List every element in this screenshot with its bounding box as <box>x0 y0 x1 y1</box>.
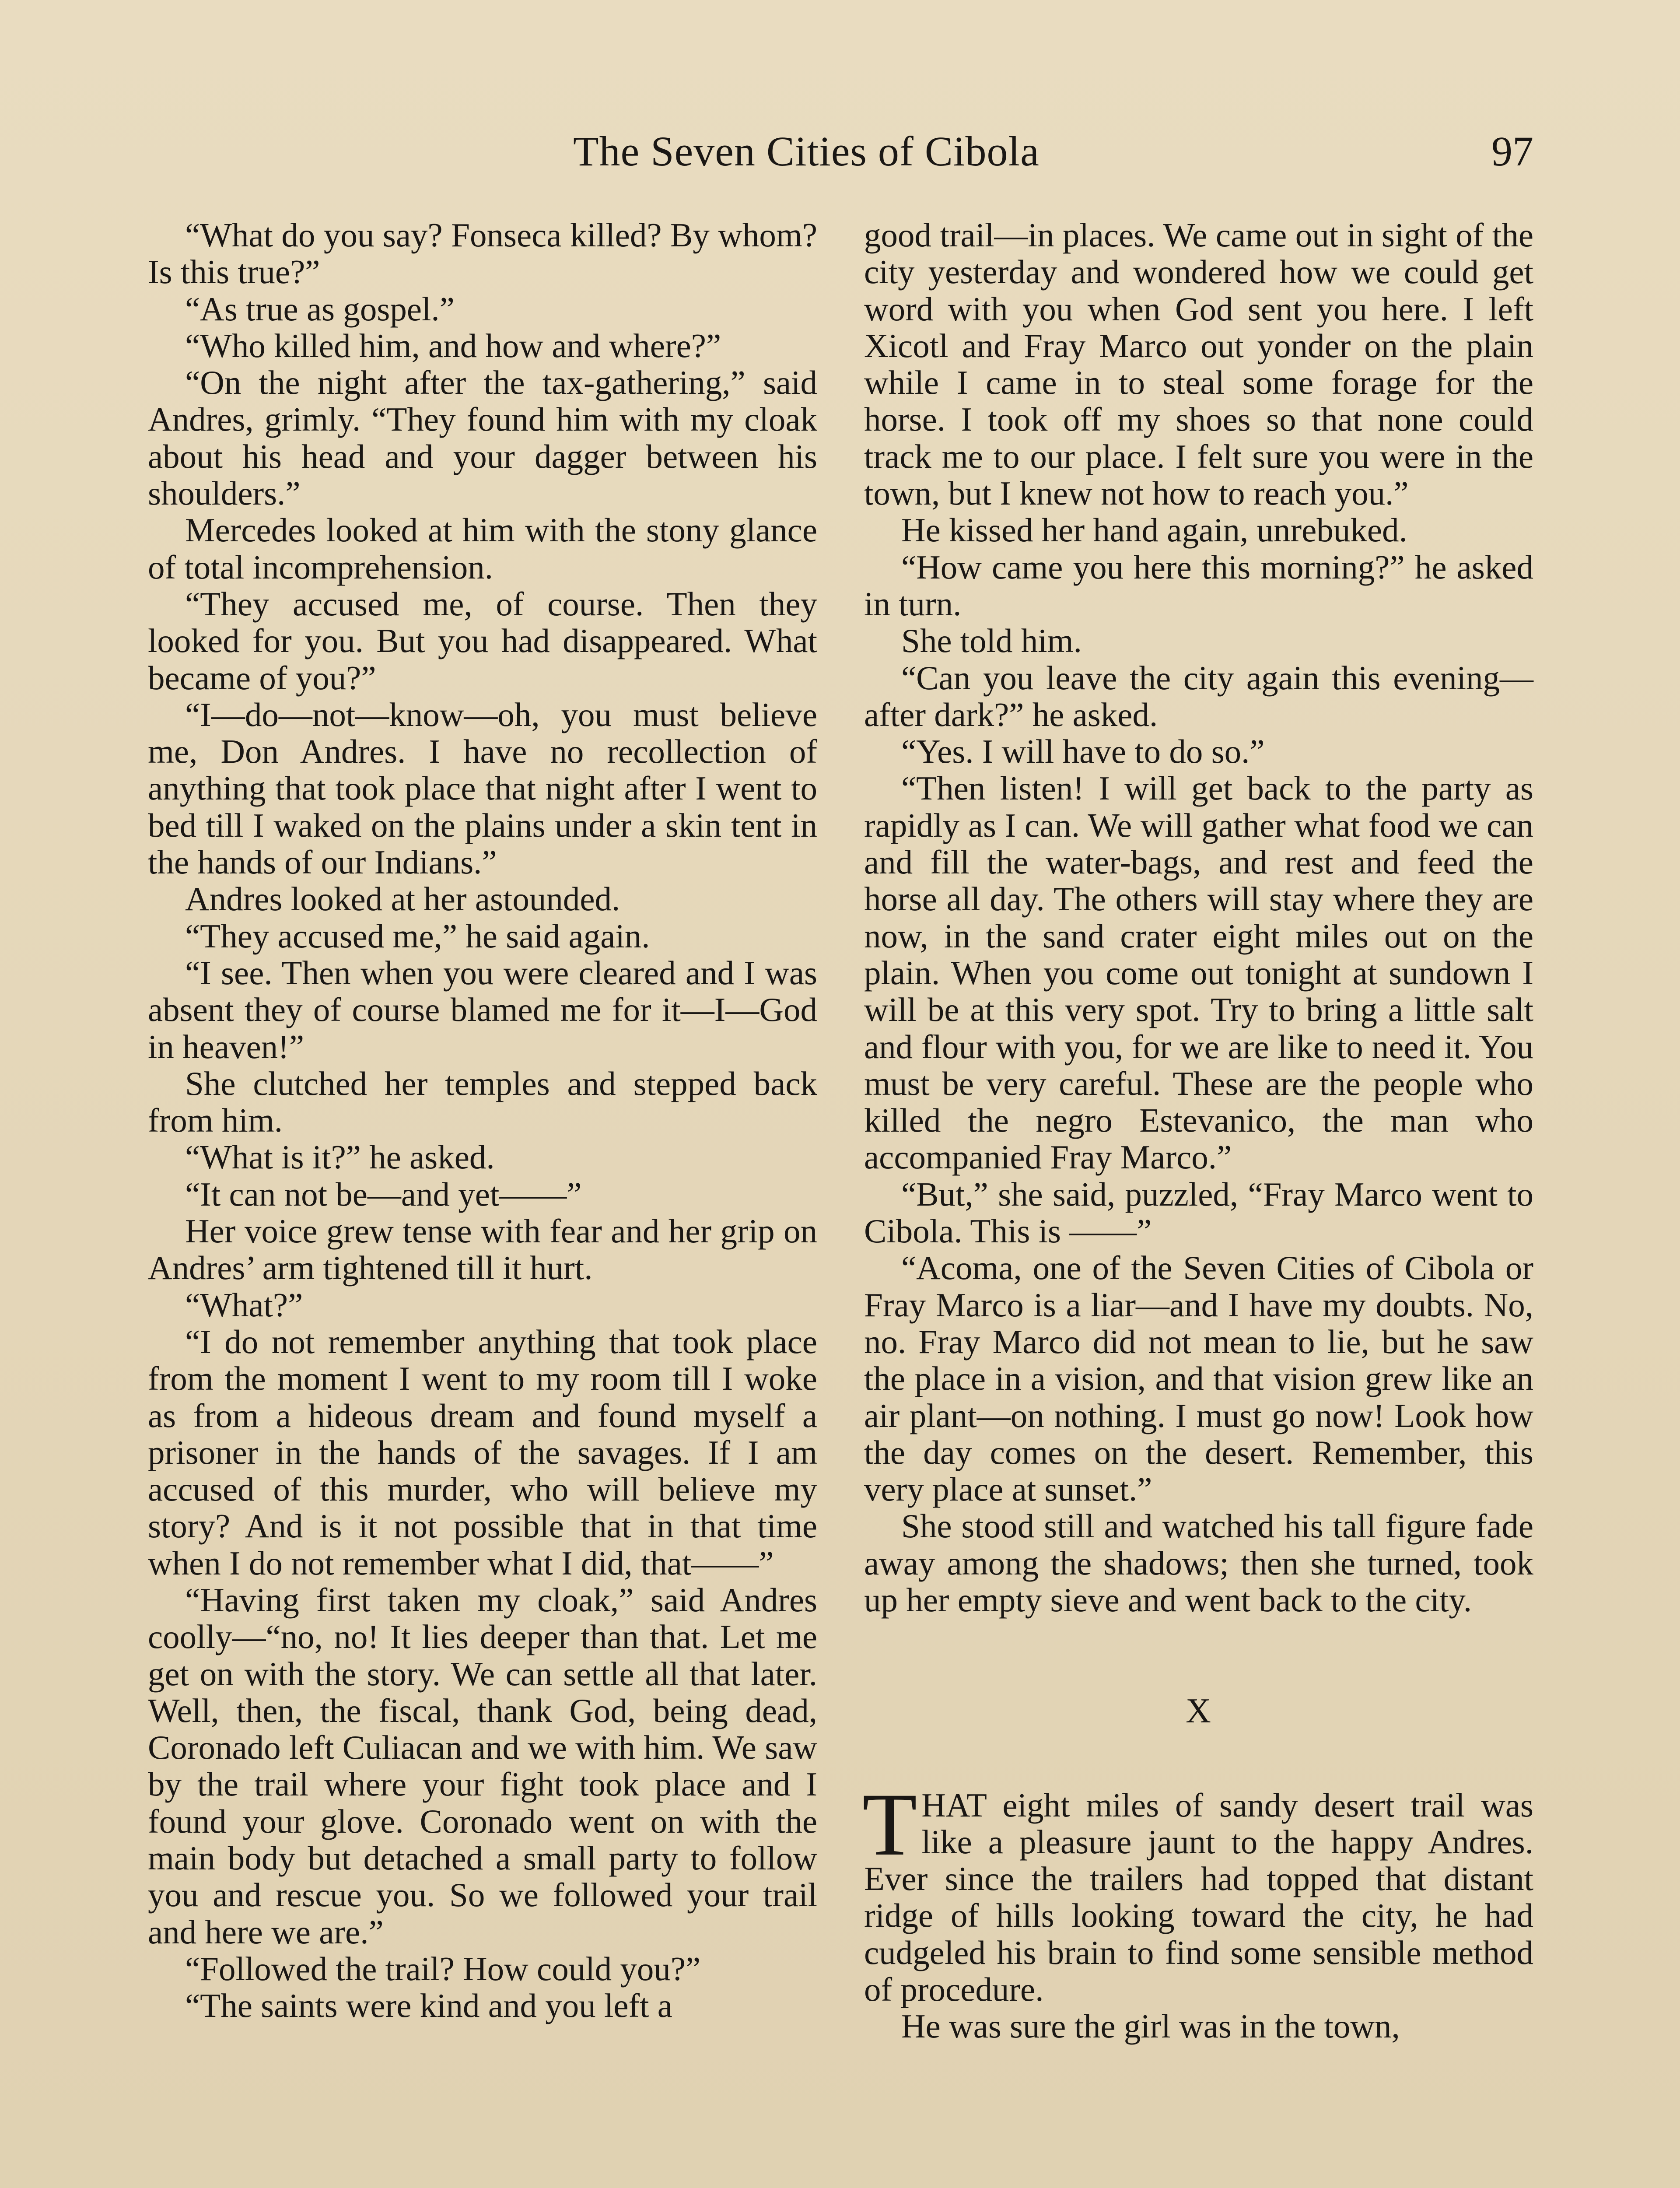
paragraph: “What?” <box>185 1286 303 1324</box>
paragraph: She stood still and watched his tall figure fade away among the shadows; then she turned, took up her empty sieve and went back to the city. <box>864 1507 1533 1619</box>
paragraph: He kissed her hand again, unrebuked. <box>901 511 1407 549</box>
paragraph: “How came you here this morning?” he asked in turn. <box>864 548 1533 623</box>
paragraph: She told him. <box>901 622 1082 660</box>
paragraph: He was sure the girl was in the town, <box>901 2007 1400 2045</box>
paragraph: “The saints were kind and you left a <box>185 1987 672 2025</box>
paragraph: “I—do—not—know—oh, you must believe me, Don Andres. I have no recollection of anything that took place that night after I went to bed till I waked on the plains under a skin tent in the hands of our Indians.” <box>148 695 817 881</box>
paragraph: “It can not be—and yet——” <box>185 1175 582 1213</box>
paragraph: “Yes. I will have to do so.” <box>901 733 1265 771</box>
paragraph: good trail—in places. We came out in sight of the city yesterday and wondered how we could get word with you when God sent you here. I left Xicotl and Fray Marco out yonder on the plain while I came in to steal some forage for the horse. I took off my shoes so that none could track me to our place. I felt sure you were in the town, but I knew not how to reach you.” <box>864 216 1533 512</box>
chapter-opening-paragraph <box>862 1774 1533 2009</box>
paragraph: She clutched her temples and stepped back from him. <box>148 1064 817 1140</box>
paragraph: “Acoma, one of the Seven Cities of Cibola or Fray Marco is a liar—and I have my doubts. No, no. Fray Marco did not mean to lie, but he saw the place in a vision, and that vision grew like an air plant—on nothing. I must go now! Look how the day comes on the desert. Remember, this very place at sunset.” <box>864 1249 1533 1508</box>
running-title: The Seven Cities of Cibola <box>573 128 1040 175</box>
paragraph: “Who killed him, and how and where?” <box>185 326 721 365</box>
paragraph: Her voice grew tense with fear and her grip on Andres’ arm tightened till it hurt. <box>148 1212 817 1287</box>
paragraph: “But,” she said, puzzled, “Fray Marco went to Cibola. This is ——” <box>864 1175 1533 1250</box>
paragraph: “They accused me, of course. Then they looked for you. But you had disappeared. What became of you?” <box>148 585 817 697</box>
paragraph: “Then listen! I will get back to the party as rapidly as I can. We will gather what food we can and fill the water-bags, and rest and feed the horse all day. The others will stay where they are now, in the sand crater eight miles out on the plain. When you come out tonight at sundown I will be at this very spot. Try to bring a little salt and flour with you, for we are like to need it. You must be very careful. These are the people who killed the negro Estevanico, the man who accompanied Fray Marco.” <box>864 769 1533 1176</box>
paragraph: “Can you leave the city again this evening—after dark?” he asked. <box>864 659 1533 733</box>
paragraph: “On the night after the tax-gathering,” said Andres, grimly. “They found him with my cloak about his head and your dagger between his shoulders.” <box>148 364 817 512</box>
drop-cap: T <box>862 1774 917 1874</box>
paragraph: “I see. Then when you were cleared and I was absent they of course blamed me for it—I—God in heaven!” <box>148 954 817 1066</box>
paragraph: “Followed the trail? How could you?” <box>185 1950 701 1988</box>
chapter-number: X <box>1186 1692 1212 1731</box>
paragraph: “They accused me,” he said again. <box>185 917 650 955</box>
paragraph: Andres looked at her astounded. <box>185 880 620 918</box>
paragraph: “What do you say? Fonseca killed? By whom? Is this true?” <box>148 216 817 291</box>
paragraph: “I do not remember anything that took place from the moment I went to my room till I woke as from a hideous dream and found myself a prisoner in the hands of the savages. If I am accused of this murder, who will believe my story? And is it not possible that in that time when I do not remember what I did, that——” <box>148 1322 817 1582</box>
opening-text: HAT eight miles of sandy desert trail was like a pleasure jaunt to the happy Andres. Ever since the trailers had topped that distant ridge of hills looking toward the city, he had cudgeled his brain to find some sensible method of procedure. <box>864 1786 1533 2009</box>
right-column <box>864 217 1533 2045</box>
paragraph: Mercedes looked at him with the stony glance of total incomprehension. <box>148 511 817 586</box>
paragraph: “Having first taken my cloak,” said Andres coolly—“no, no! It lies deeper than that. Let me get on with the story. We can settle all that later. Well, then, the fiscal, thank God, being dead, Coronado left Culiacan and we with him. We saw by the trail where your fight took place and I found your glove. Coronado went on with the main body but detached a small party to follow you and rescue you. So we followed your trail and here we are.” <box>148 1581 817 1951</box>
left-column <box>148 217 817 2024</box>
paragraph: “As true as gospel.” <box>185 290 455 328</box>
page-number: 97 <box>1491 128 1533 175</box>
paragraph: “What is it?” he asked. <box>185 1138 495 1176</box>
